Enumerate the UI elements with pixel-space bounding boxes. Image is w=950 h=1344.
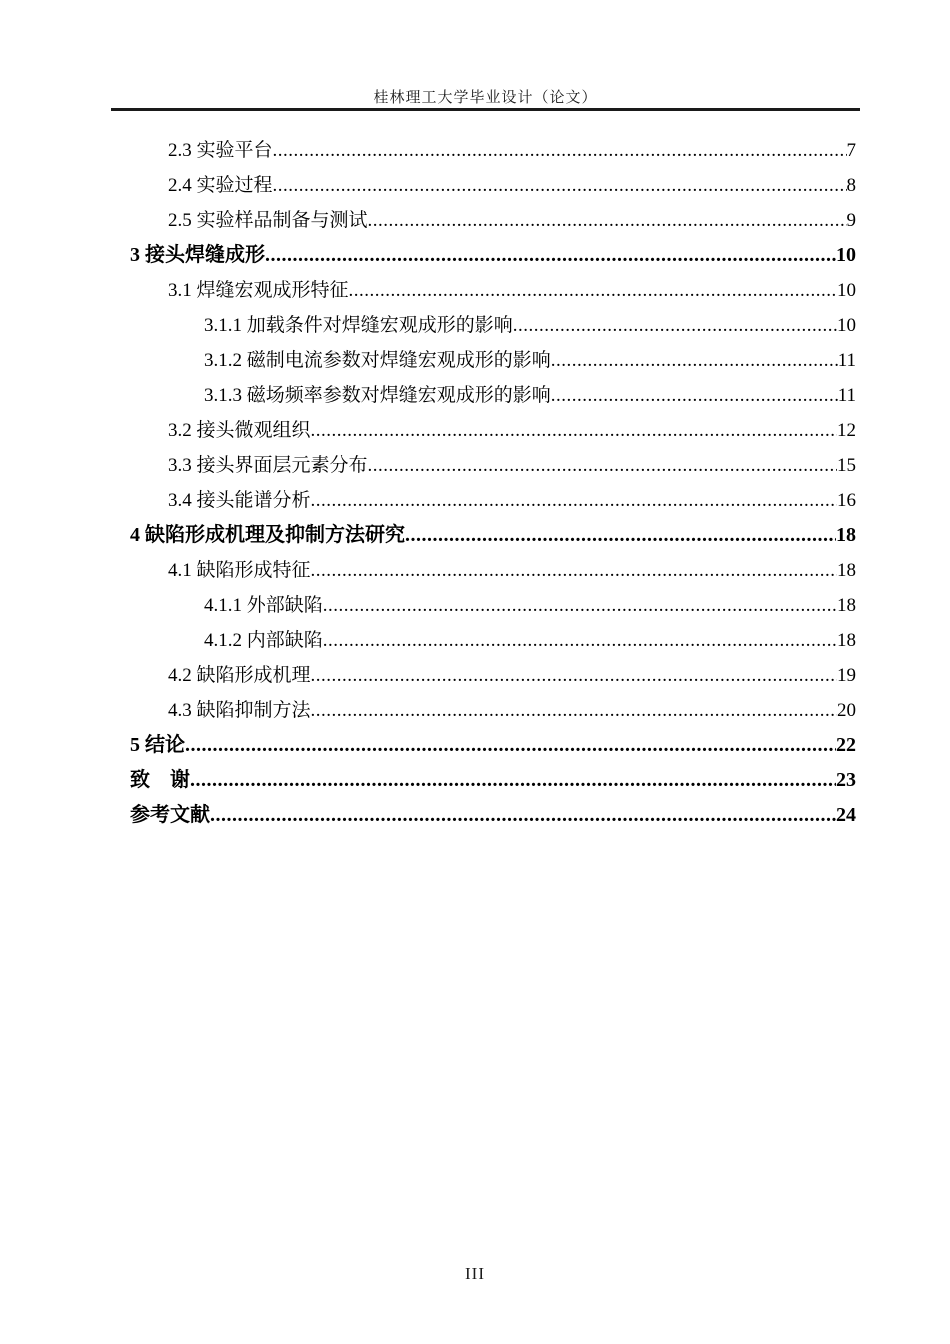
toc-leader-dots — [323, 623, 837, 658]
toc-entry — [130, 378, 856, 413]
toc-entry-label: 4.2 缺陷形成机理 — [168, 665, 311, 686]
toc-entry-page: 23 — [836, 769, 856, 791]
toc-entry-page: 18 — [837, 630, 856, 651]
toc-entry-label: 4 缺陷形成机理及抑制方法研究 — [130, 524, 405, 546]
toc-entry-page: 19 — [837, 665, 856, 686]
toc-entry-page: 24 — [836, 804, 856, 826]
page-number-footer: III — [465, 1264, 485, 1283]
toc-leader-dots — [190, 763, 836, 798]
toc-entry-page: 15 — [837, 455, 856, 476]
toc-entry — [130, 553, 856, 588]
toc-entry-page: 12 — [837, 420, 856, 441]
toc-list — [130, 133, 856, 833]
toc-leader-dots — [311, 483, 837, 518]
toc-entry-label: 3.1.2 磁制电流参数对焊缝宏观成形的影响 — [204, 350, 551, 371]
toc-entry-page: 18 — [837, 595, 856, 616]
toc-entry-label: 2.5 实验样品制备与测试 — [168, 210, 368, 231]
toc-entry-page: 22 — [836, 734, 856, 756]
toc-entry-page: 11 — [837, 385, 856, 406]
toc-entry — [130, 658, 856, 693]
toc-leader-dots — [323, 588, 837, 623]
toc-leader-dots — [551, 378, 838, 413]
toc-entry — [130, 693, 856, 728]
toc-entry-label: 5 结论 — [130, 734, 185, 756]
toc-entry — [130, 273, 856, 308]
toc-entry-label: 4.1 缺陷形成特征 — [168, 560, 311, 581]
toc-leader-dots — [210, 798, 836, 833]
toc-entry-label: 3.3 接头界面层元素分布 — [168, 455, 368, 476]
toc-entry-page: 11 — [837, 350, 856, 371]
toc-entry-label: 致 谢 — [130, 769, 190, 791]
toc-entry-label: 3 接头焊缝成形 — [130, 244, 265, 266]
toc-entry — [130, 798, 856, 833]
toc-entry-page: 8 — [846, 175, 856, 196]
toc-entry-page: 20 — [837, 700, 856, 721]
header-rule — [111, 108, 860, 111]
running-header-title: 桂林理工大学毕业设计（论文） — [373, 90, 598, 106]
toc-entry — [130, 623, 856, 658]
toc-entry-label: 2.4 实验过程 — [168, 175, 273, 196]
toc-entry — [130, 448, 856, 483]
toc-leader-dots — [349, 273, 837, 308]
toc-entry — [130, 133, 856, 168]
toc-entry-page: 10 — [837, 280, 856, 301]
toc-entry — [130, 588, 856, 623]
toc-leader-dots — [551, 343, 838, 378]
toc-entry — [130, 763, 856, 798]
toc-entry-label: 3.1.1 加载条件对焊缝宏观成形的影响 — [204, 315, 513, 336]
toc-entry-page: 10 — [837, 315, 856, 336]
toc-entry — [130, 308, 856, 343]
toc-entry — [130, 203, 856, 238]
toc-entry-page: 18 — [837, 560, 856, 581]
toc-entry-label: 4.1.1 外部缺陷 — [204, 595, 323, 616]
toc-entry-label: 参考文献 — [130, 804, 210, 826]
toc-leader-dots — [368, 203, 847, 238]
toc-entry-label: 3.4 接头能谱分析 — [168, 490, 311, 511]
toc-entry-label: 2.3 实验平台 — [168, 140, 273, 161]
toc-entry-page: 16 — [837, 490, 856, 511]
toc-entry-page: 9 — [846, 210, 856, 231]
toc-entry — [130, 483, 856, 518]
toc-leader-dots — [513, 308, 837, 343]
toc-entry-label: 3.2 接头微观组织 — [168, 420, 311, 441]
toc-entry-label: 4.3 缺陷抑制方法 — [168, 700, 311, 721]
toc-leader-dots — [311, 658, 837, 693]
toc-entry-label: 3.1.3 磁场频率参数对焊缝宏观成形的影响 — [204, 385, 551, 406]
toc-entry-page: 18 — [836, 524, 856, 546]
toc-leader-dots — [185, 728, 836, 763]
toc-entry — [130, 413, 856, 448]
toc-entry — [130, 518, 856, 553]
toc-leader-dots — [405, 518, 836, 553]
toc-leader-dots — [311, 553, 837, 588]
toc-entry-page: 10 — [836, 244, 856, 266]
toc-entry-label: 3.1 焊缝宏观成形特征 — [168, 280, 349, 301]
toc-leader-dots — [273, 133, 847, 168]
toc-leader-dots — [311, 693, 837, 728]
toc-entry — [130, 728, 856, 763]
toc-leader-dots — [311, 413, 837, 448]
toc-leader-dots — [273, 168, 847, 203]
toc-entry — [130, 238, 856, 273]
toc-entry-label: 4.1.2 内部缺陷 — [204, 630, 323, 651]
toc-entry — [130, 343, 856, 378]
toc-entry — [130, 168, 856, 203]
toc-leader-dots — [265, 238, 836, 273]
toc-leader-dots — [368, 448, 837, 483]
toc-entry-page: 7 — [846, 140, 856, 161]
